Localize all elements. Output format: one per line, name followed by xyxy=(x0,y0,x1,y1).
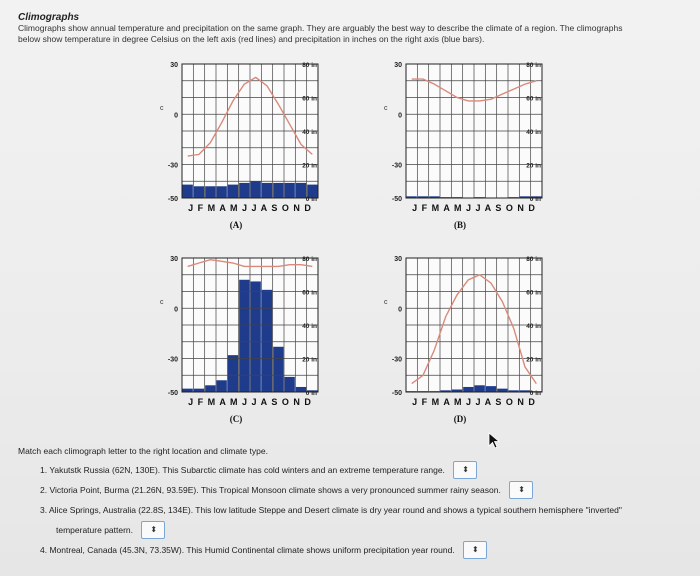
question-1 xyxy=(18,460,688,480)
precip-bar xyxy=(475,385,485,392)
precip-bar xyxy=(228,355,238,392)
temp-tick-label: 30 xyxy=(170,256,178,263)
select-arrows-icon: ⬍ xyxy=(518,484,525,494)
intro-text-line-2: below show temperature in degree Celsius on the left axis (red lines) and precipitation in inches on the right axis (blue bars). xyxy=(18,34,485,44)
climograph-svg xyxy=(364,56,564,246)
answer-select-2[interactable] xyxy=(509,481,533,499)
precip-tick-label: 0 in xyxy=(305,196,317,203)
temp-tick-label: 0 xyxy=(174,112,178,120)
page-title: Climographs xyxy=(18,12,80,23)
temp-tick-label: -50 xyxy=(391,390,402,397)
precip-tick-label: 40 in xyxy=(302,129,317,136)
select-arrows-icon: ⬍ xyxy=(462,464,469,474)
precip-tick-label: 80 in xyxy=(302,256,317,263)
questions-section xyxy=(18,446,688,560)
climograph-svg xyxy=(140,56,340,246)
precip-bar xyxy=(194,389,204,392)
question-3-continued xyxy=(18,520,688,540)
climograph-a xyxy=(140,56,340,246)
precip-tick-label: 60 in xyxy=(526,95,541,103)
climograph-svg xyxy=(140,250,340,440)
month-labels: J F M A M J J A S O N D xyxy=(188,203,312,213)
temp-tick-label: 0 xyxy=(398,306,402,314)
temp-unit-label: c xyxy=(160,299,164,306)
month-labels: J F M A M J J A S O N D xyxy=(188,397,312,407)
answer-select-1[interactable] xyxy=(453,461,477,479)
temp-unit-label: c xyxy=(160,105,164,112)
temp-tick-label: 30 xyxy=(394,256,402,263)
precip-tick-label: 20 in xyxy=(526,356,541,364)
temp-tick-label: -30 xyxy=(167,356,178,364)
answer-select-3[interactable] xyxy=(141,521,165,539)
precip-bar xyxy=(463,387,473,392)
precip-bar xyxy=(486,386,496,392)
question-text: Alice Springs, Australia (22.8S, 134E). This low latitude Steppe and Desert climate is dry year round and shows a typical southern hemisphere "inverted" xyxy=(49,505,622,515)
answer-select-4[interactable] xyxy=(463,541,487,559)
question-text: Yakutstk Russia (62N, 130E). This Subarctic climate has cold winters and an extreme temperature range. xyxy=(49,465,445,475)
chart-letter-label: (B) xyxy=(454,220,466,230)
temp-tick-label: -30 xyxy=(167,162,178,170)
question-3 xyxy=(18,500,688,520)
chart-letter-label: (C) xyxy=(229,414,243,424)
question-2 xyxy=(18,480,688,500)
precip-bar xyxy=(285,377,295,392)
precip-tick-label: 0 in xyxy=(305,390,317,397)
precip-bar xyxy=(296,183,306,198)
precip-bar xyxy=(262,290,272,392)
question-text-continued: temperature pattern. xyxy=(56,525,134,535)
climograph-c xyxy=(140,250,340,440)
precip-bar xyxy=(273,347,283,392)
question-number: 2. xyxy=(40,485,48,495)
temp-tick-label: -30 xyxy=(391,162,402,170)
select-arrows-icon: ⬍ xyxy=(150,524,158,534)
climograph-svg xyxy=(364,250,564,440)
temp-tick-label: 0 xyxy=(398,112,402,120)
precip-tick-label: 80 in xyxy=(302,62,317,69)
mouse-cursor-icon xyxy=(488,432,502,450)
precip-bar xyxy=(285,183,295,198)
precip-tick-label: 80 in xyxy=(526,62,541,69)
precip-tick-label: 40 in xyxy=(526,323,541,330)
precip-bar xyxy=(273,183,283,198)
precip-tick-label: 20 in xyxy=(526,162,541,170)
header xyxy=(18,12,688,45)
precip-tick-label: 0 in xyxy=(529,390,541,397)
temp-tick-label: -30 xyxy=(391,356,402,364)
precip-bar xyxy=(205,186,215,198)
temp-tick-label: -50 xyxy=(391,196,402,203)
precip-tick-label: 80 in xyxy=(526,256,541,263)
precip-tick-label: 60 in xyxy=(526,289,541,297)
month-labels: J F M A M J J A S O N D xyxy=(412,203,536,213)
precip-bar xyxy=(251,181,261,198)
question-number: 1. xyxy=(40,465,48,475)
question-4 xyxy=(18,540,688,560)
precip-tick-label: 20 in xyxy=(302,356,317,364)
temp-unit-label: c xyxy=(384,105,388,112)
precip-bar xyxy=(183,389,193,392)
precip-bar xyxy=(205,385,215,392)
temp-tick-label: -50 xyxy=(167,390,178,397)
precip-bar xyxy=(183,185,193,198)
precip-bar xyxy=(262,183,272,198)
question-text: Victoria Point, Burma (21.26N, 93.59E). This Tropical Monsoon climate shows a very pronounced summer rainy season. xyxy=(49,485,501,495)
precip-tick-label: 40 in xyxy=(302,323,317,330)
intro-text-line-1: Climographs show annual temperature and precipitation on the same graph. They are arguably the best way to describe the climate of a region. The climographs xyxy=(18,23,623,33)
precip-bar xyxy=(228,185,238,198)
temp-tick-label: -50 xyxy=(167,196,178,203)
precip-bar xyxy=(217,380,227,392)
question-text: Montreal, Canada (45.3N, 73.35W). This Humid Continental climate shows uniform precipitation year round. xyxy=(49,545,455,555)
temp-tick-label: 0 xyxy=(174,306,178,314)
precip-bar xyxy=(239,183,249,198)
precip-tick-label: 20 in xyxy=(302,162,317,170)
precip-tick-label: 60 in xyxy=(302,289,317,297)
question-number: 3. xyxy=(40,505,48,515)
precip-bar xyxy=(194,186,204,198)
precip-bar xyxy=(217,186,227,198)
climograph-b xyxy=(364,56,564,246)
precip-tick-label: 0 in xyxy=(529,196,541,203)
precip-bar xyxy=(296,387,306,392)
temp-unit-label: c xyxy=(384,299,388,306)
temp-tick-label: 30 xyxy=(394,62,402,69)
chart-letter-label: (D) xyxy=(453,414,467,424)
precip-tick-label: 40 in xyxy=(526,129,541,136)
precip-bar xyxy=(497,389,507,392)
climograph-d xyxy=(364,250,564,440)
select-arrows-icon: ⬍ xyxy=(472,544,479,554)
question-number: 4. xyxy=(40,545,48,555)
chart-letter-label: (A) xyxy=(229,220,243,230)
temp-tick-label: 30 xyxy=(170,62,178,69)
questions-instruction: Match each climograph letter to the right location and climate type. xyxy=(18,446,268,456)
month-labels: J F M A M J J A S O N D xyxy=(412,397,536,407)
precip-tick-label: 60 in xyxy=(302,95,317,103)
